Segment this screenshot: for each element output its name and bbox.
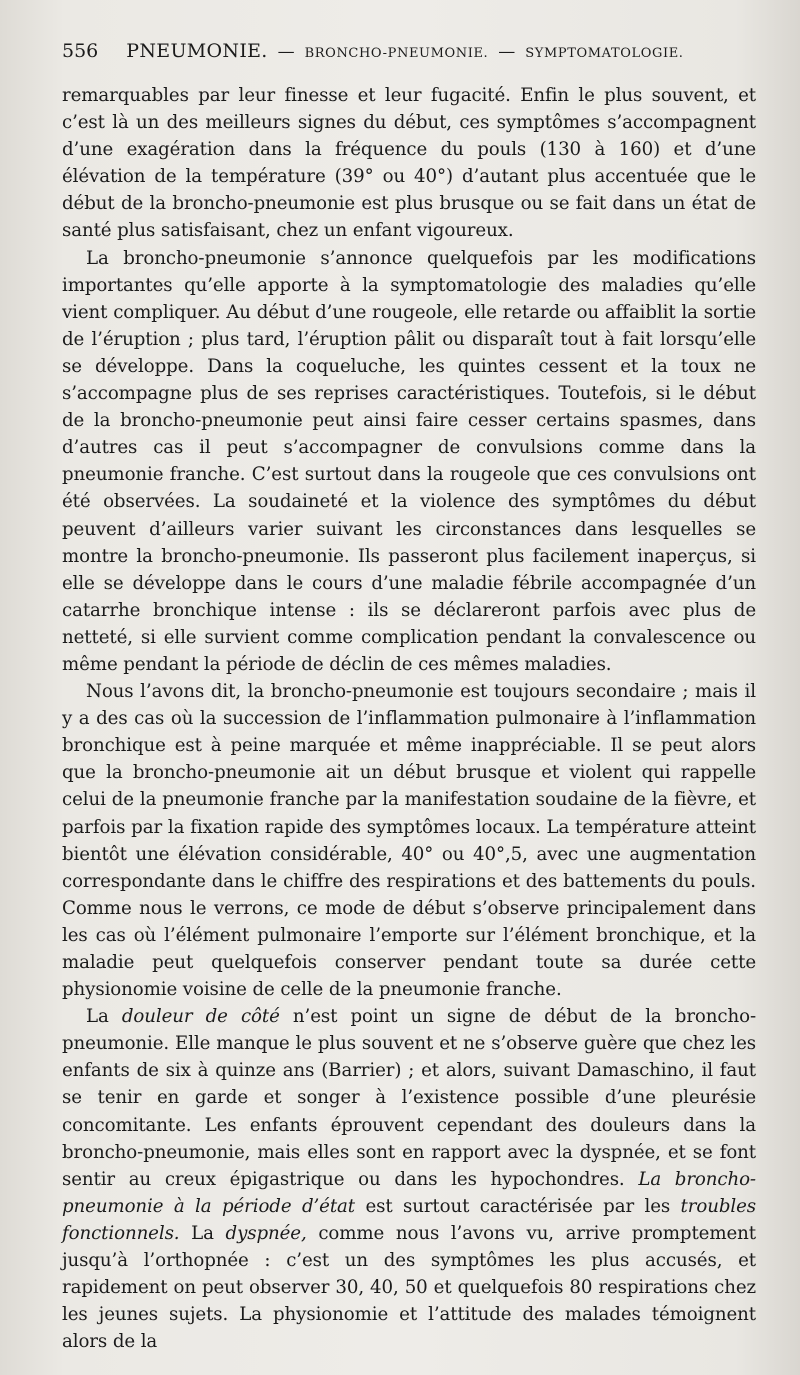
italic-term: dyspnée, xyxy=(225,1222,307,1244)
text-run: n’est point un signe de début de la broncho-pneumonie. Elle manque le plus souvent et ne s’observe guère que chez les enfants de six à quinze ans (Barrier) ; et alors, suivant Damaschino, il faut se tenir en garde et songer à l’existence possible d’une pleurésie concomitante. Les enfants éprouvent cependant des douleurs dans la broncho-pneumonie, mais elles sont en rapport avec la dyspnée, et se font sentir au creux épigastrique ou dans les hypochondres. xyxy=(62,1006,756,1190)
running-head xyxy=(62,40,756,76)
header-dash: — xyxy=(498,42,516,62)
body-text xyxy=(62,82,756,1355)
paragraph: Nous l’avons dit, la broncho-pneumonie est toujours secondaire ; mais il y a des cas où la succession de l’inflammation pulmonaire à l’inflammation bronchique est à peine marquée et même inappréciable. Il se peut alors que la broncho-pneumonie ait un début brusque et violent qui rappelle celui de la pneumonie franche par la manifestation soudaine de la fièvre, et parfois par la fixation rapide des symptômes locaux. La température atteint bientôt une élévation considérable, 40° ou 40°,5, avec une augmentation correspondante dans le chiffre des respirations et des battements du pouls. Comme nous le verrons, ce mode de début s’observe principalement dans les cas où l’élément pulmonaire l’emporte sur l’élément bronchique, et la maladie peut quelquefois conserver pendant toute sa durée cette physionomie voisine de celle de la pneumonie franche. xyxy=(62,681,756,1001)
text-run: La xyxy=(86,1006,122,1028)
italic-term: La broncho-pneumonie à la période d’état xyxy=(62,1168,756,1217)
text-run: comme nous l’avons vu, arrive promptement jusqu’à l’orthopnée : c’est un des symptômes les plus accusés, et rapidement on peut observer 30, 40, 50 et quelquefois 80 respirations chez les jeunes sujets. La physionomie et l’attitude des malades témoignent alors de la xyxy=(62,1222,756,1353)
text-run: est surtout caractérisée par les xyxy=(355,1195,681,1217)
italic-term: troubles fonctionnels. xyxy=(62,1195,756,1244)
text-run: La xyxy=(179,1222,226,1244)
subsection-title: SYMPTOMATOLOGIE. xyxy=(525,46,684,61)
paragraph xyxy=(62,1003,756,1355)
italic-term: douleur de côté xyxy=(121,1006,280,1028)
section-title: BRONCHO-PNEUMONIE. xyxy=(304,46,489,61)
chapter-title: PNEUMONIE. xyxy=(126,40,268,62)
header-dash: — xyxy=(277,42,295,62)
page-number: 556 xyxy=(62,40,99,62)
paragraph: La broncho-pneumonie s’annonce quelquefois par les modifications importantes qu’elle apporte à la symptomatologie des maladies qu’elle vient compliquer. Au début d’une rougeole, elle retarde ou affaiblit la sortie de l’éruption ; plus tard, l’éruption pâlit ou disparaît tout à fait lorsqu’elle se développe. Dans la coqueluche, les quintes cessent et la toux ne s’accompagne plus de ses reprises caractéristiques. Toutefois, si le début de la broncho-pneumonie peut ainsi faire cesser certains spasmes, dans d’autres cas il peut s’accompagner de convulsions comme dans la pneumonie franche. C’est surtout dans la rougeole que ces convulsions ont été observées. La soudaineté et la violence des symptômes du début peuvent d’ailleurs varier suivant les circonstances dans lesquelles se montre la broncho-pneumonie. Ils passeront plus facilement inaperçus, si elle se développe dans le cours d’une maladie fébrile accompagnée d’un catarrhe bronchique intense : ils se déclareront parfois avec plus de netteté, si elle survient comme complication pendant la convalescence ou même pendant la période de déclin de ces mêmes maladies. xyxy=(62,247,756,675)
paragraph: remarquables par leur finesse et leur fugacité. Enfin le plus souvent, et c’est là un des meilleurs signes du début, ces symptômes s’accompagnent d’une exagération dans la fréquence du pouls (130 à 160) et d’une élévation de la température (39° ou 40°) d’autant plus accentuée que le début de la broncho-pneumonie est plus brusque ou se fait dans un état de santé plus satisfaisant, chez un enfant vigoureux. xyxy=(62,85,756,242)
